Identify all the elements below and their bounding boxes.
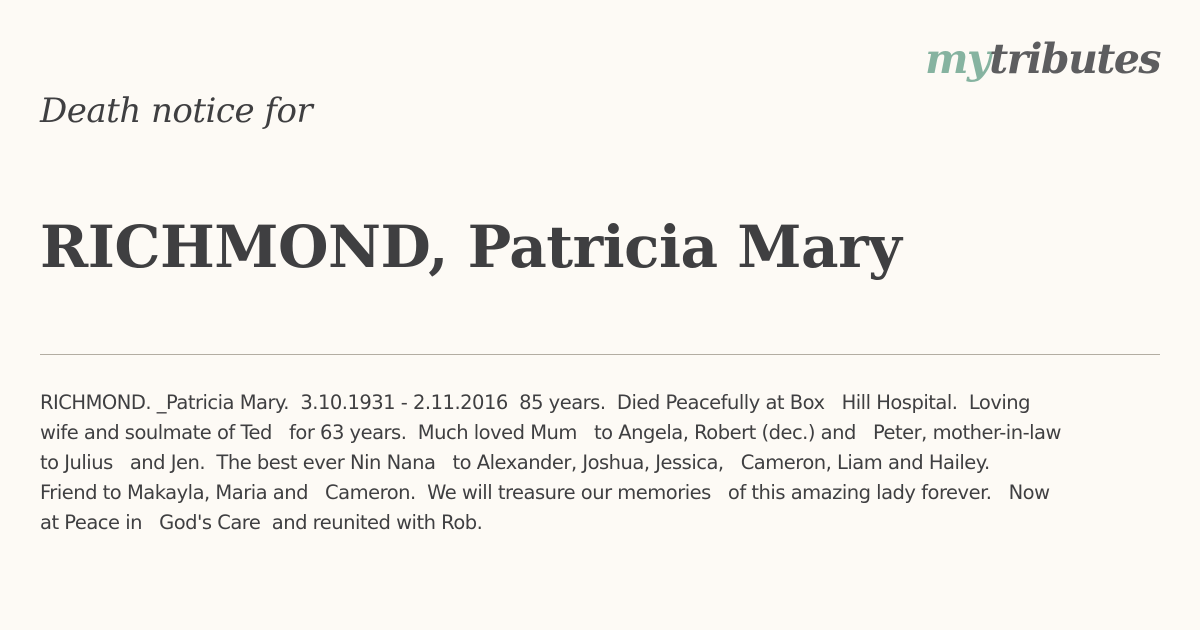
notice-line: at Peace in God's Care and reunited with Rob.	[40, 511, 483, 534]
logo-tributes-text: tributes	[989, 35, 1160, 83]
notice-text	[40, 388, 1160, 538]
divider	[40, 354, 1160, 355]
logo-my-text: my	[925, 35, 990, 83]
notice-line: wife and soulmate of Ted for 63 years. Much loved Mum to Angela, Robert (dec.) and Peter, mother-in-law	[40, 421, 1061, 444]
mytributes-logo[interactable]	[925, 34, 1160, 84]
page-title: RICHMOND, Patricia Mary	[40, 213, 902, 281]
page-subtitle: Death notice for	[40, 91, 313, 131]
notice-line: Friend to Makayla, Maria and Cameron. We will treasure our memories of this amazing lady forever. Now	[40, 481, 1050, 504]
notice-line: RICHMOND. _Patricia Mary. 3.10.1931 - 2.11.2016 85 years. Died Peacefully at Box Hill Hospital. Loving	[40, 391, 1031, 414]
notice-line: to Julius and Jen. The best ever Nin Nana to Alexander, Joshua, Jessica, Cameron, Liam and Hailey.	[40, 451, 990, 474]
